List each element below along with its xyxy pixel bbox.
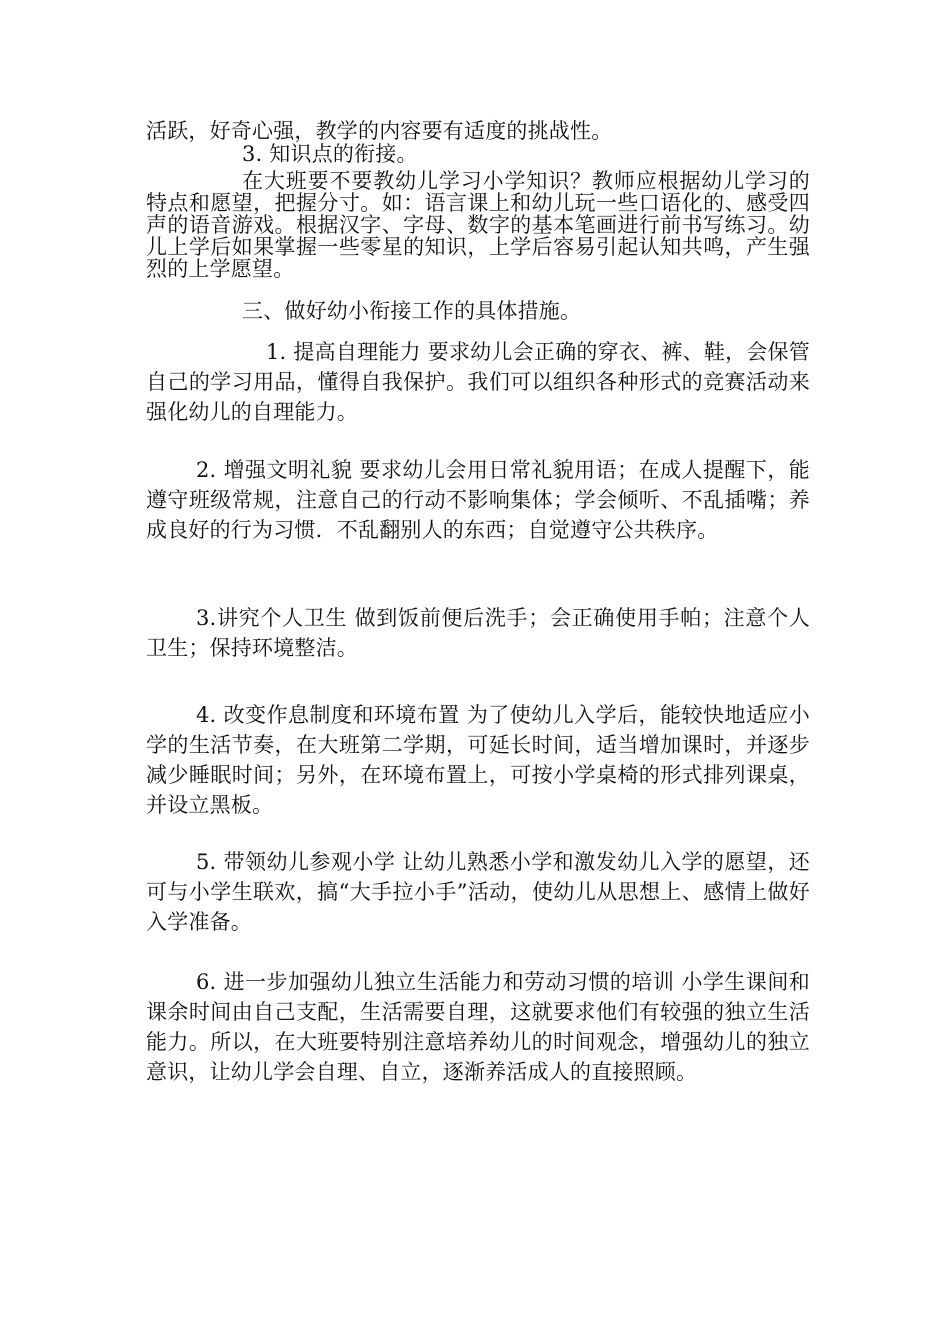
heading-section-three: 三、做好幼小衔接工作的具体措施。 [242, 299, 582, 323]
paragraph-item-3: 3.讲究个人卫生 做到饭前便后洗手；会正确使用手帕；注意个人卫生；保持环境整洁。 [146, 606, 810, 660]
paragraph-item-2: 2. 增强文明礼貌 要求幼儿会用日常礼貌用语；在成人提醒下，能遵守班级常规，注意自己的行动不影响集体；学会倾听、不乱插嘴；养成良好的行为习惯．不乱翻别人的东西；自觉遵守公共秩序。 [146, 458, 810, 542]
paragraph-item-6: 6. 进一步加强幼儿独立生活能力和劳动习惯的培训 小学生课间和课余时间由自己支配，生活需要自理，这就要求他们有较强的独立生活能力。所以，在大班要特别注意培养幼儿的时间观念，增强幼儿的独立意识，让幼儿学会自理、自立，逐渐养活成人的直接照顾。 [146, 970, 810, 1084]
paragraph-continuation: 活跃，好奇心强，教学的内容要有适度的挑战性。 [146, 119, 613, 143]
heading-knowledge-connection: 3. 知识点的衔接。 [242, 142, 418, 166]
paragraph-knowledge-connection: 在大班要不要教幼儿学习小学知识？教师应根据幼儿学习的特点和愿望，把握分寸。如：语言课上和幼儿玩一些口语化的、感受四声的语音游戏。根据汉字、字母、数字的基本笔画进行前书写练习。幼儿上学后如果掌握一些零星的知识，上学后容易引起认知共鸣，产生强烈的上学愿望。 [146, 169, 810, 281]
paragraph-item-5: 5. 带领幼儿参观小学 让幼儿熟悉小学和激发幼儿入学的愿望，还可与小学生联欢，搞“大手拉小手”活动，使幼儿从思想上、感情上做好入学准备。 [146, 850, 810, 934]
paragraph-item-4: 4. 改变作息制度和环境布置 为了使幼儿入学后，能较快地适应小学的生活节奏，在大班第二学期，可延长时间，适当增加课时，并逐步减少睡眠时间；另外，在环境布置上，可按小学桌椅的形式排列课桌，并设立黑板。 [146, 703, 810, 817]
paragraph-item-1: 1. 提高自理能力 要求幼儿会正确的穿衣、裤、鞋，会保管自己的学习用品，懂得自我保护。我们可以组织各种形式的竞赛活动来强化幼儿的自理能力。 [146, 340, 810, 424]
